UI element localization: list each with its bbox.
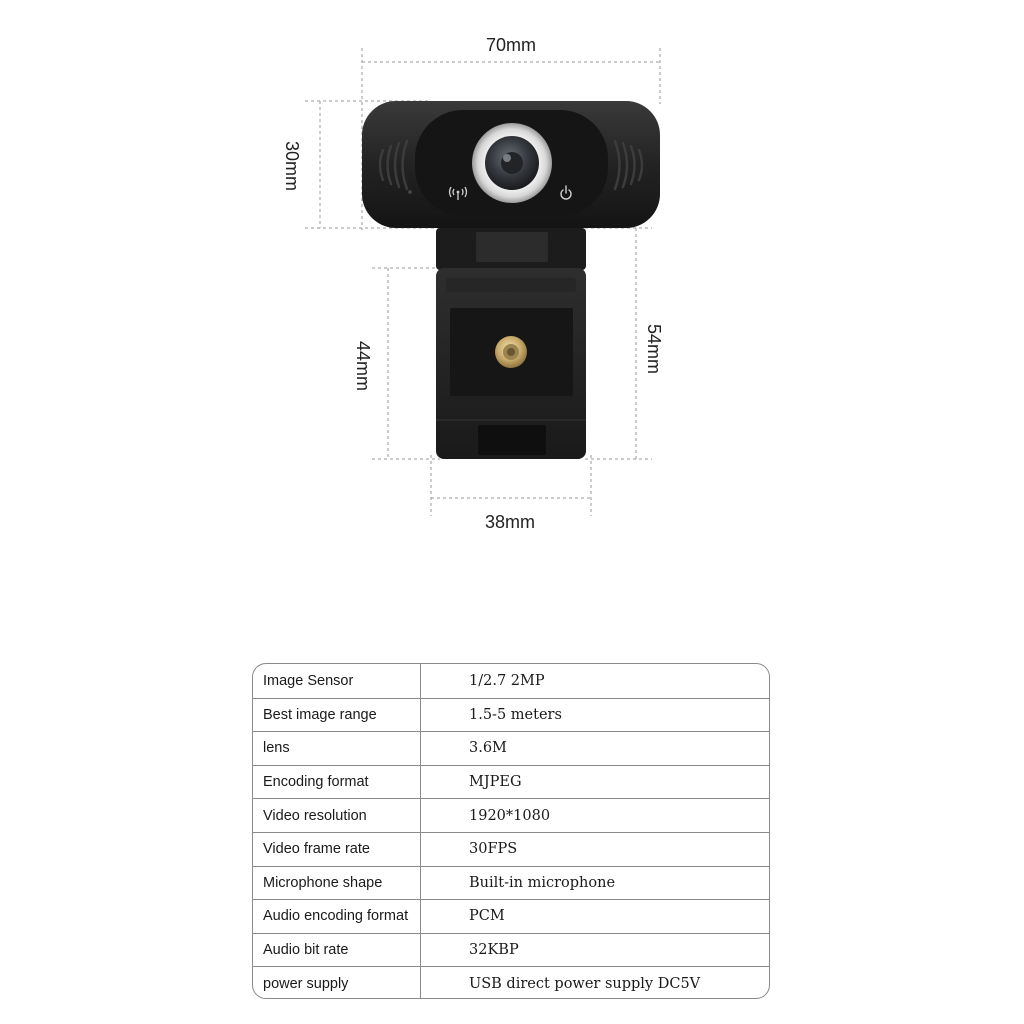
webcam-body <box>362 101 660 228</box>
spec-label: Encoding format <box>253 766 421 799</box>
total-height-dimension-label: 54mm <box>644 323 664 375</box>
spec-value: 3.6M <box>469 740 507 757</box>
spec-value: 32KBP <box>469 942 519 959</box>
table-row <box>253 933 769 967</box>
table-row <box>253 765 769 799</box>
table-row <box>253 966 769 999</box>
width-dimension-label: 70mm <box>485 35 537 55</box>
table-row <box>253 664 769 698</box>
height-dimension-label: 30mm <box>282 140 302 192</box>
spec-label: lens <box>253 732 421 765</box>
spec-label: Best image range <box>253 699 421 732</box>
spec-value: Built-in microphone <box>469 874 616 891</box>
microphone-hole <box>408 190 412 194</box>
mounting-clip <box>436 228 586 459</box>
table-row <box>253 832 769 866</box>
spec-value: 1/2.7 2MP <box>469 672 545 689</box>
spec-label: Audio encoding format <box>253 900 421 933</box>
table-row <box>253 899 769 933</box>
table-row <box>253 866 769 900</box>
spec-value: 1.5-5 meters <box>469 706 562 723</box>
spec-label: Audio bit rate <box>253 934 421 967</box>
spec-label: power supply <box>253 967 421 999</box>
table-row <box>253 731 769 765</box>
clip-height-dimension-label: 44mm <box>353 340 373 392</box>
spec-label: Video resolution <box>253 799 421 832</box>
spec-label: Image Sensor <box>253 664 421 698</box>
clip-width-dimension-label: 38mm <box>484 512 536 532</box>
spec-value: 30FPS <box>469 841 518 858</box>
spec-value: 1920*1080 <box>469 807 551 824</box>
spec-value: MJPEG <box>469 774 522 791</box>
spec-value: USB direct power supply DC5V <box>469 975 701 992</box>
spec-value: PCM <box>469 908 505 925</box>
spec-label: Microphone shape <box>253 867 421 900</box>
spec-label: Video frame rate <box>253 833 421 866</box>
specifications-table <box>252 663 770 999</box>
table-row <box>253 798 769 832</box>
table-row <box>253 698 769 732</box>
